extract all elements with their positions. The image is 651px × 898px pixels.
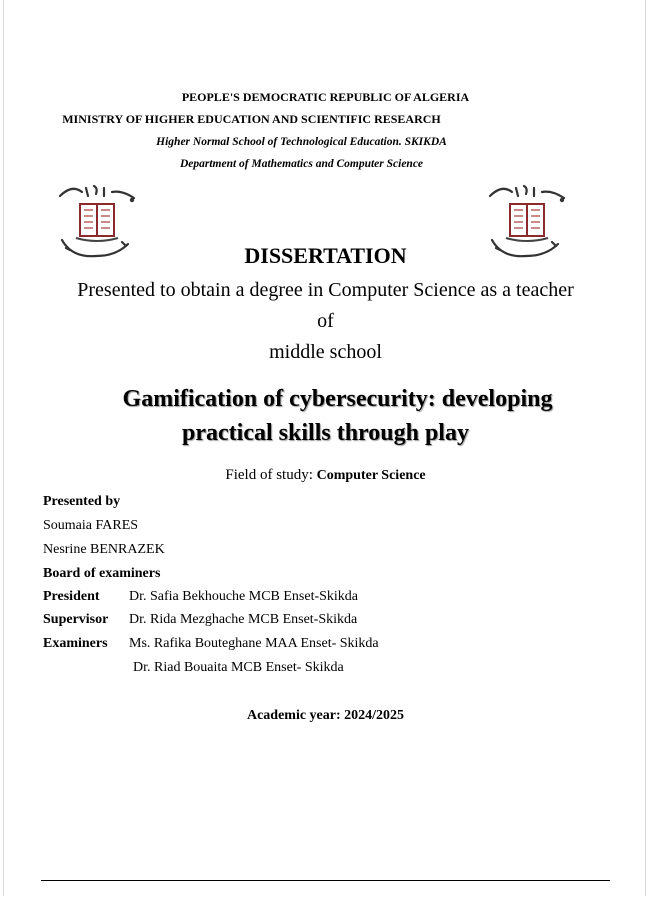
header-department: Department of Mathematics and Computer Science [179, 158, 424, 170]
board-role-president: President [43, 589, 100, 604]
student-1: Soumaia FARES [43, 518, 139, 533]
field-value: Computer Science [316, 468, 426, 483]
field-label: Field of study: [225, 467, 317, 483]
presented-by-label: Presented by [43, 494, 121, 509]
header-ministry: MINISTRY OF HIGHER EDUCATION AND SCIENTIFIC RESEARCH [62, 112, 441, 126]
thesis-title-line-1: Gamification of cybersecurity: developing [122, 386, 553, 412]
academic-year: Academic year: 2024/2025 [246, 708, 405, 723]
header-school: Higher Normal School of Technological Education. SKIKDA [156, 136, 447, 148]
footer-divider [41, 880, 610, 881]
presented-line-1: Presented to obtain a degree in Computer Science as a teacher [77, 279, 574, 301]
student-2: Nesrine BENRAZEK [43, 542, 165, 557]
thesis-title-line-2: practical skills through play [182, 420, 469, 446]
field-of-study [0, 467, 651, 484]
board-role-supervisor: Supervisor [43, 612, 109, 627]
presented-line-2: of [317, 310, 334, 332]
board-person-examiner-2: Dr. Riad Bouaita MCB Enset- Skikda [133, 660, 344, 675]
dissertation-heading: DISSERTATION [244, 243, 407, 268]
board-person-examiner-1: Ms. Rafika Bouteghane MAA Enset- Skikda [129, 636, 379, 651]
board-person-president: Dr. Safia Bekhouche MCB Enset-Skikda [129, 589, 359, 604]
board-label: Board of examiners [43, 566, 161, 581]
board-person-supervisor: Dr. Rida Mezghache MCB Enset-Skikda [129, 612, 358, 627]
board-role-examiners: Examiners [43, 636, 108, 651]
header-country: PEOPLE'S DEMOCRATIC REPUBLIC OF ALGERIA [181, 90, 470, 104]
presented-line-3: middle school [269, 341, 382, 363]
